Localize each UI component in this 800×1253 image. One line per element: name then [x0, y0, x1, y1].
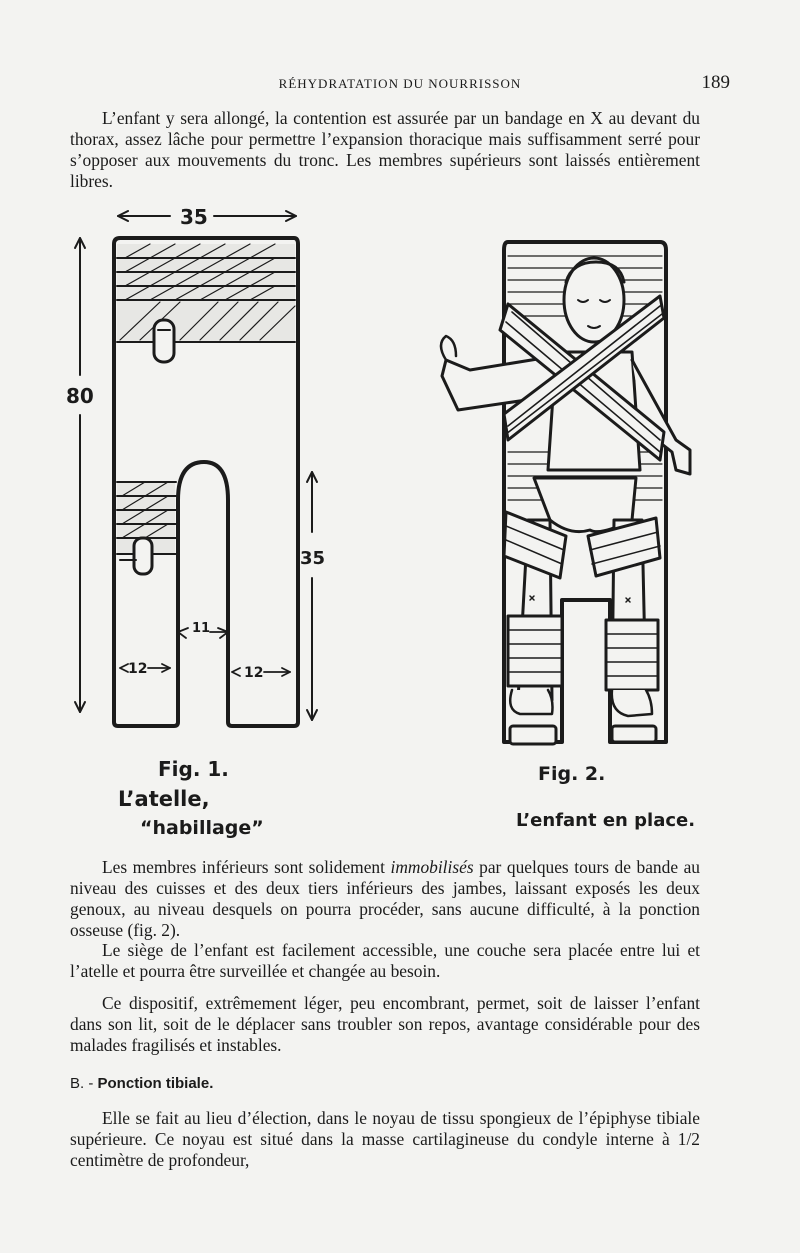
fig1-right-leg-label: 12: [244, 665, 264, 681]
section-prefix: B. -: [70, 1075, 94, 1092]
figure-1-splint: [75, 211, 317, 726]
section-heading: [70, 1075, 213, 1092]
paragraph-immobilisation-before: Les membres inférieurs sont solidement: [102, 857, 385, 877]
paragraph-contention-text: L’enfant y sera allongé, la contention est assurée par un bandage en X au devant du thorax, assez lâche pour permettre l’expansion thoracique mais suffisamment serré pour s’opposer aux mouvements du tronc. Les membres supérieurs sont laissés entièrement libres.: [70, 108, 700, 191]
paragraph-immobilisation: [70, 857, 700, 941]
section-title: Ponction tibiale.: [97, 1075, 214, 1092]
page-header: [70, 72, 730, 94]
paragraph-siege: [70, 940, 700, 982]
running-title: RÉHYDRATATION DU NOURRISSON: [278, 76, 522, 91]
page-number: 189: [701, 72, 730, 93]
fig1-caption-number: Fig. 1.: [158, 757, 229, 781]
figure-2-child: [441, 242, 690, 744]
fig1-left-leg-label: 12: [128, 661, 148, 677]
paragraph-siege-text: Le siège de l’enfant est facilement accessible, une couche sera placée entre lui et l’atelle et pourra être surveillée et changée au besoin.: [70, 940, 700, 981]
paragraph-dispositif-text: Ce dispositif, extrêmement léger, peu encombrant, permet, soit de laisser l’enfant dans son lit, soit de le déplacer sans troubler son repos, avantage considérable pour des malades fragilisés et instables.: [70, 993, 700, 1055]
fig1-caption-title: L’atelle,: [118, 787, 210, 811]
fig1-gap-label: 11: [192, 621, 211, 636]
paragraph-ponction: [70, 1108, 700, 1171]
paragraph-dispositif: [70, 993, 700, 1056]
fig2-caption-title: L’enfant en place.: [516, 810, 696, 831]
paragraph-ponction-text: Elle se fait au lieu d’élection, dans le noyau de tissu spongieux de l’épiphyse tibiale supérieure. Ce noyau est situé dans la masse cartilagineuse du condyle interne à 1/2 centimètre de profondeur,: [70, 1108, 700, 1170]
figures-illustration: [0, 195, 800, 855]
fig2-caption-number: Fig. 2.: [538, 763, 606, 785]
paragraph-contention: [70, 108, 700, 192]
paragraph-immobilisation-emphasis: immobilisés: [390, 857, 474, 877]
fig1-caption-subtitle: “habillage”: [140, 817, 264, 839]
paragraph-immobilisation-after: par quelques tours de bande au niveau des cuisses et des deux tiers inférieurs des jambes, laissant exposés les deux genoux, au niveau desquels on pourra procéder, sans aucune difficulté, à la ponction osseuse (fig. 2).: [70, 857, 700, 940]
fig1-height-label: 80: [66, 384, 94, 408]
fig1-leg-length-label: 35: [300, 548, 326, 569]
fig1-width-label: 35: [180, 205, 208, 229]
